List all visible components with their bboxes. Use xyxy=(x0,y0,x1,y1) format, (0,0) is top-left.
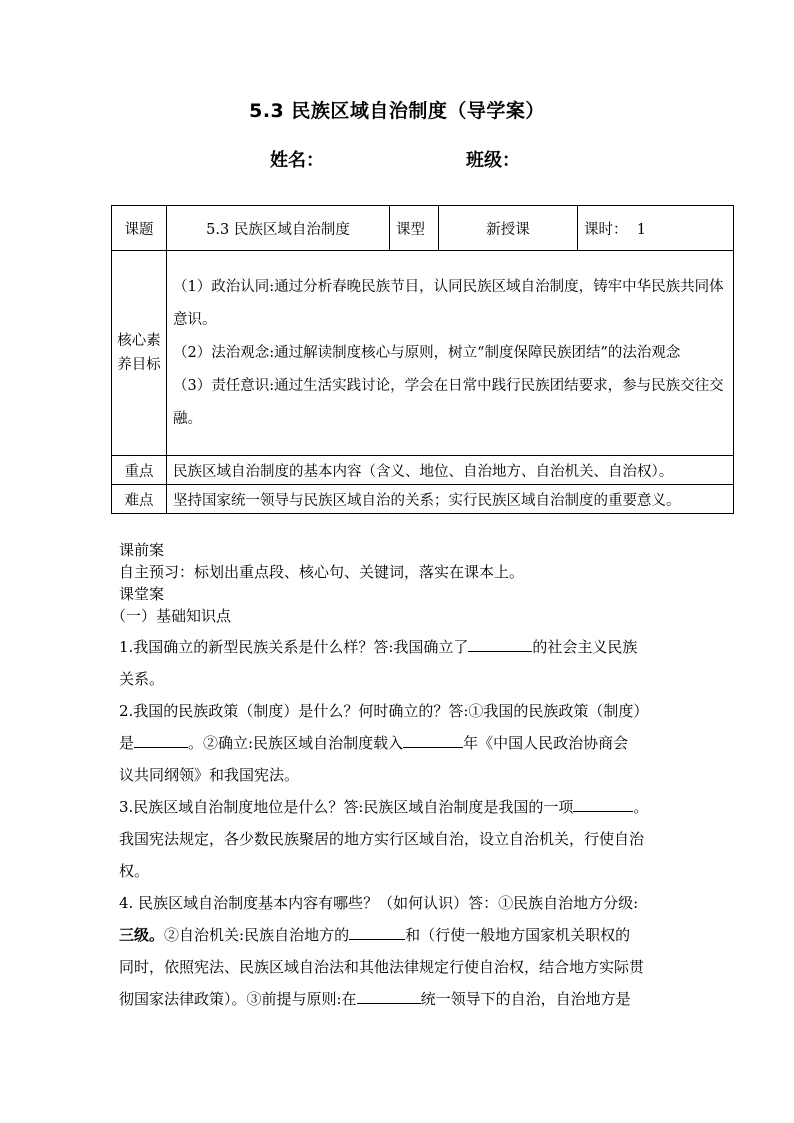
difficulty-value: 坚持国家统一领导与民族区域自治的关系；实行民族区域自治制度的重要意义。 xyxy=(167,485,734,514)
question-4-cont: 同时，依照宪法、民族区域自治法和其他法律规定行使自治权，结合地方实际贯 xyxy=(119,958,645,976)
question-4-cont xyxy=(119,919,679,951)
worksheet-body xyxy=(111,539,679,1015)
question-text: 。 xyxy=(633,798,649,816)
type-label: 课型 xyxy=(390,206,439,251)
question-3-cont: 我国宪法规定，各少数民族聚居的地方实行区域自治，设立自治机关，行使自治 xyxy=(119,830,645,848)
hours-value: 1 xyxy=(636,221,646,238)
in-class-heading: 课堂案 xyxy=(119,585,165,603)
question-text: 1.我国确立的新型民族关系是什么样？答:我国确立了 xyxy=(119,638,469,656)
fill-blank[interactable] xyxy=(349,921,405,940)
fill-blank[interactable] xyxy=(403,729,463,748)
hours-cell xyxy=(578,206,734,251)
fill-blank[interactable] xyxy=(573,793,633,812)
question-2-cont: 议共同纲领》和我国宪法。 xyxy=(119,766,300,784)
section-heading: （一）基础知识点 xyxy=(111,607,232,625)
subject-value: 5.3 民族区域自治制度 xyxy=(167,206,390,251)
fill-blank[interactable] xyxy=(357,985,421,1004)
emphasis-text: 三级。 xyxy=(119,926,165,944)
lesson-info-table xyxy=(111,205,734,514)
hours-label: 课时： xyxy=(584,221,628,238)
table-row xyxy=(112,456,734,485)
question-1 xyxy=(119,631,679,663)
key-point-label: 重点 xyxy=(112,456,167,485)
goals-label: 核心素养目标 xyxy=(112,251,167,456)
question-text: 是 xyxy=(119,734,135,752)
question-text: 统一领导下的自治，自治地方是 xyxy=(420,990,631,1008)
fill-blank[interactable] xyxy=(468,633,532,652)
key-point-value: 民族区域自治制度的基本内容（含义、地位、自治地方、自治机关、自治权）。 xyxy=(167,456,734,485)
question-3-cont: 权。 xyxy=(119,862,150,880)
class-label: 班级： xyxy=(466,150,520,171)
question-text: ②自治机关:民族自治地方的 xyxy=(164,926,350,944)
question-text: 的社会主义民族 xyxy=(532,638,638,656)
name-label: 姓名： xyxy=(270,150,324,171)
question-2: 2.我国的民族政策（制度）是什么？何时确立的？答:①我国的民族政策（制度） xyxy=(119,702,649,720)
page-title: 5.3 民族区域自治制度（导学案） xyxy=(249,100,545,122)
goals-cell xyxy=(167,251,734,456)
table-row xyxy=(112,485,734,514)
goal-item: （3）责任意识:通过生活实践讨论，学会在日常中践行民族团结要求，参与民族交往交融。 xyxy=(173,377,724,427)
question-text: 3.民族区域自治制度地位是什么？答:民族区域自治制度是我国的一项 xyxy=(119,798,574,816)
type-value: 新授课 xyxy=(439,206,578,251)
fill-blank[interactable] xyxy=(134,729,188,748)
pre-class-heading: 课前案 xyxy=(119,541,165,559)
goal-item: （1）政治认同:通过分析春晚民族节目，认同民族区域自治制度，铸牢中华民族共同体意识。 xyxy=(173,278,724,328)
question-text: 彻国家法律政策）。③前提与原则:在 xyxy=(119,990,357,1008)
question-4: 4. 民族区域自治制度基本内容有哪些？（如何认识）答：①民族自治地方分级: xyxy=(119,894,639,912)
question-4-cont xyxy=(119,983,679,1015)
question-text: 年《中国人民政治协商会 xyxy=(463,734,629,752)
goal-item: （2）法治观念:通过解读制度核心与原则，树立“制度保障民族团结”的法治观念 xyxy=(173,344,681,361)
table-row xyxy=(112,251,734,456)
table-row xyxy=(112,206,734,251)
difficulty-label: 难点 xyxy=(112,485,167,514)
question-2-cont xyxy=(119,727,679,759)
question-text: 。②确立:民族区域自治制度载入 xyxy=(188,734,404,752)
question-3 xyxy=(119,791,679,823)
question-1-cont: 关系。 xyxy=(119,670,165,688)
subject-label: 课题 xyxy=(112,206,167,251)
pre-class-text: 自主预习：标划出重点段、核心句、关键词，落实在课本上。 xyxy=(119,563,525,581)
question-text: 和（行使一般地方国家机关职权的 xyxy=(405,926,631,944)
